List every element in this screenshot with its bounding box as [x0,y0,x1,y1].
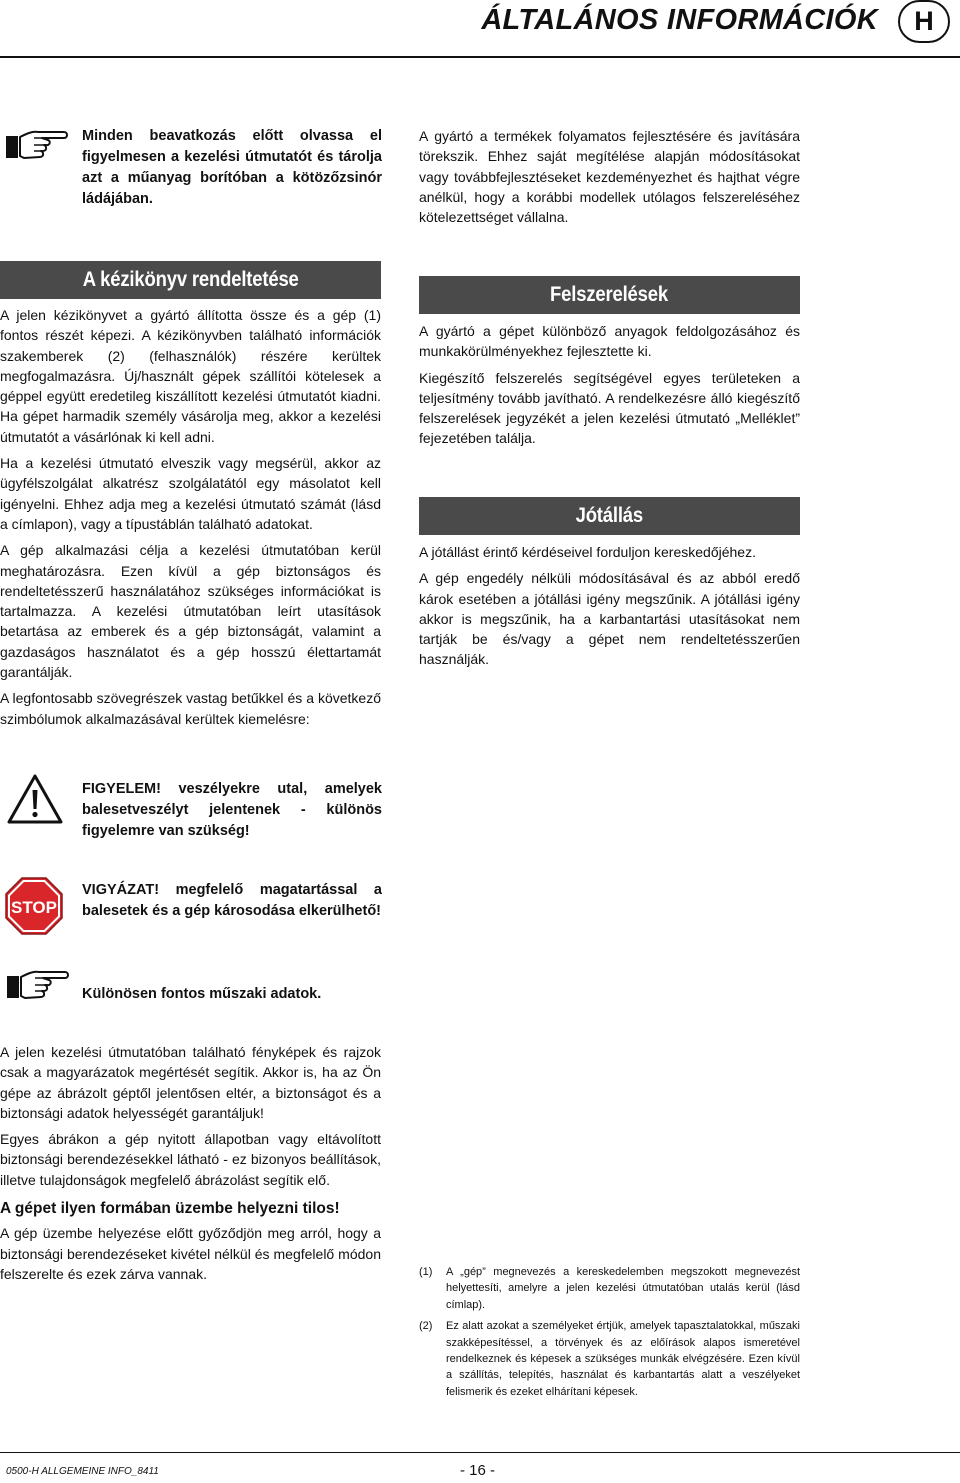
warning-note: FIGYELEM! veszélyekre utal, amelyek balesetveszélyt jelentenek - különös figyelemre van szükség! [82,781,382,839]
footnote [419,1264,800,1313]
footnote [419,1318,800,1400]
stop-sign-icon [4,876,64,941]
equipment-paragraph: A gyártó a gépet különböző anyagok feldolgozásához és munkakörülményekhez fejlesztette ki. [419,323,800,360]
closing-paragraph: A gép üzembe helyezése előtt győződjön meg arról, hogy a biztonsági berendezéseket kivétel nélkül és megfelelő módon felszerelte és ezek zárva vannak. [0,1225,381,1282]
document-code: 0500-H ALLGEMEINE INFO_8411 [6,1466,159,1477]
footnote-number: (2) [419,1320,433,1333]
manual-paragraph: A jelen kézikönyvet a gyártó állította össze és a gép (1) fontos részét képezi. A kézikönyvben található információk szakemberek (2) (felhasználók) részére kerültek megfogalmazásra. Új/használt gépek szállítói kötelesek a géppel együtt eredetileg kiszállított kezelési útmutatót kiadni. Ha gépet harmadik személy vásárolja meg, akkor a kezelési útmutatót a vásárlónak ki kell adni. [0,307,381,445]
technical-data-note: Különösen fontos műszaki adatok. [82,986,322,1002]
warranty-section-body [419,542,800,670]
top-note: Minden beavatkozás előtt olvassa el figyelmesen a kezelési útmutatót és tárolja azt a műanyag borítóban a kötözőzsinór ládájában. [82,128,382,207]
page-title: ÁLTALÁNOS INFORMÁCIÓK [481,4,878,36]
footnote-number: (1) [419,1266,433,1278]
illustrations-section [0,1042,381,1284]
warranty-paragraph: A gép engedély nélküli módosításával és az abból eredő károk esetében a jótállási igény megszűnik. A jótállási igény akkor is megszűnik, ha a karbantartási utasításokat nem tartják be és/vagy a gépet nem rendeltetésszerűen használják. [419,570,800,668]
header-divider [0,56,960,58]
section-heading-equipment: Felszerelések [419,276,800,314]
illustrations-paragraph: Egyes ábrákon a gép nyitott állapotban vagy eltávolított biztonsági berendezésekkel látható - ez bizonyos beállítások, illetve tulajdonságok megfelelő ábrázolást segítik elő. [0,1131,381,1188]
pointing-hand-icon [2,968,74,1007]
warranty-paragraph: A jótállást érintő kérdéseivel forduljon kereskedőjéhez. [419,544,756,560]
equipment-paragraph: Kiegészítő felszerelés segítségével egyes területeken a teljesítmény tovább javítható. A rendelkezésre álló kiegészítő felszerelések jegyzékét a jelen kezelési útmutató „Melléklet” fejezetében találja. [419,369,800,447]
stop-note: VIGYÁZAT! megfelelő magatartással a balesetek és a gép károsodása elkerülhető! [82,882,382,919]
section-heading-manual: A kézikönyv rendeltetése [0,261,381,299]
manual-paragraph: A legfontosabb szövegrészek vastag betűkkel és a következő szimbólumok alkalmazásával kerültek kiemelésre: [0,690,381,727]
footnotes [419,1264,800,1400]
manual-section-body [0,305,381,729]
intro-paragraph: A gyártó a termékek folyamatos fejlesztésére és javítására törekszik. Ehhez saját megítélése alapján módosításokat vagy továbbfejlesztéseket kezdeményezhet és hajthat végre anélkül, hogy a korábbi modellek utólagos felszereléséhez kötelezettséget vállalna. [419,128,800,226]
section-heading-warranty: Jótállás [419,497,800,535]
pointing-hand-icon [4,128,70,167]
footnote-text: Ez alatt azokat a személyeket értjük, amelyek tapasztalatokkal, műszaki szakképesítéssel, a törvények és az előírások alapos ismeretével rendelkeznek és képesek a szükséges munkák elvégzésére. Ezen kívül a szállítás, telepítés, használat és karbantartás alatt a veszélyeket felismerik és ezeket elhárítani képesek. [446,1320,800,1398]
stop-sign-label: STOP [11,898,57,917]
warning-triangle-icon [6,773,64,830]
page-number: - 16 - [460,1462,496,1479]
footnote-text: A „gép” megnevezés a kereskedelemben megszokott megnevezést helyettesíti, amelyre a jelen kezelési útmutatóban utalás kerül (lásd címlap). [446,1266,800,1311]
chapter-badge: H [898,0,950,43]
equipment-section-body [419,321,800,449]
manual-paragraph: A gép alkalmazási célja a kezelési útmutatóban kerül meghatározásra. Ezen kívül a gép biztonságos és rendeltetésszerű használatához szükséges információkat is tartalmazza. A kezelési útmutatóban leírt utasítások betartása az emberek és a gép biztonságát, valamint a gazdaságos használatot és a gép hosszú élettartamát garantálják. [0,542,381,681]
prohibition-heading: A gépet ilyen formában üzembe helyezni tilos! [0,1200,340,1218]
footer-divider [0,1452,960,1453]
manual-paragraph: Ha a kezelési útmutató elveszik vagy megsérül, akkor az ügyfélszolgálat alkatrész szolgálatától egy másolatot kell igényelni. Ehhez adja meg a kezelési útmutató számát (lásd a címlapon), vagy a típustáblán található adatokat. [0,455,381,532]
illustrations-paragraph: A jelen kezelési útmutatóban található fényképek és rajzok csak a magyarázatok megértését segítik. Akkor is, ha az Ön gépe az ábrázolt géptől jelentősen eltér, a biztonságot és a biztonsági adatok helyességét garantáljuk! [0,1044,381,1121]
